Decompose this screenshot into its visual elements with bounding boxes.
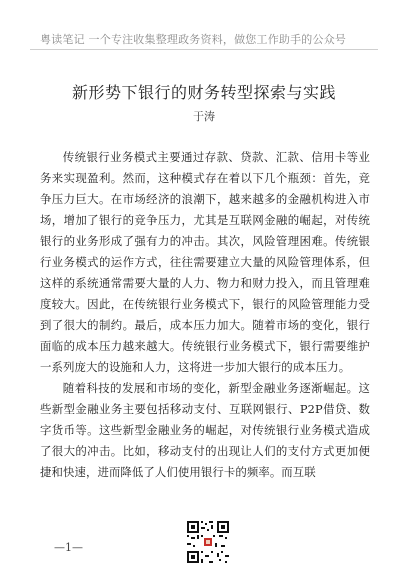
header-divider: [30, 49, 378, 50]
page-number: —1—: [54, 541, 83, 554]
document-title: 新形势下银行的财务转型探索与实践: [71, 83, 336, 102]
header-text: 粤读笔记 一个专注收集整理政务资料，做您工作助手的公众号: [40, 33, 347, 46]
qr-code-graphic: [186, 520, 230, 564]
qr-code-icon: [186, 520, 230, 564]
document-author: 于涛: [193, 110, 215, 123]
page-header: [0, 0, 408, 56]
paragraph: 随着科技的发展和市场的变化，新型金融业务逐渐崛起。这些新型金融业务主要包括移动支付、互联网银行、P2P借贷、数字货币等。这些新型金融业务的崛起，对传统银行业务模式造成了很大的冲击。比如，移动支付的出现让人们的支付方式更加便捷和快速，进而降低了人们使用银行卡的频率。而互联: [40, 381, 370, 479]
paragraph: 传统银行业务模式主要通过存款、贷款、汇款、信用卡等业务来实现盈利。然而，这种模式存在着以下几个瓶颈：首先，竞争压力巨大。在市场经济的浪潮下，越来越多的金融机构进入市场，增加了银行的竞争压力，尤其是互联网金融的崛起，对传统银行的业务形成了强有力的冲击。其次，风险管理困难。传统银行业务模式的运作方式，往往需要建立大量的风险管理体系，但这样的系统通常需要大量的人力、物力和财力投入，而且管理难度较大。因此，在传统银行业务模式下，银行的风险管理能力受到了很大的制约。最后，成本压力加大。随着市场的变化，银行面临的成本压力越来越大。传统银行业务模式下，银行需要维护一系列庞大的设施和人力，这将进一步加大银行的成本压力。: [40, 150, 370, 374]
document-body: [40, 147, 370, 483]
